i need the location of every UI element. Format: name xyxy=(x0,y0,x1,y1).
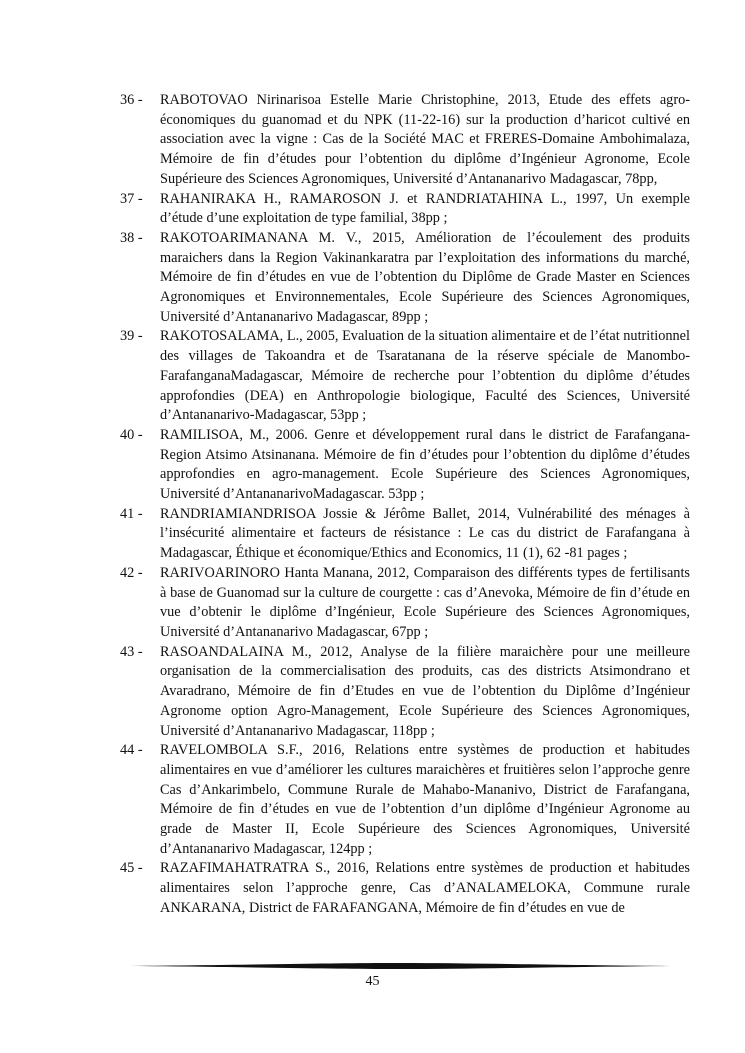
reference-text: RAKOTOSALAMA, L., 2005, Evaluation de la situation alimentaire et de l’état nutritionnel des villages de Takoandra et de Tsaratanana de la réserve spéciale de Manombo-FarafanganaMadagascar, Mémoire de recherche pour l’obtention du diplôme d’études approfondies (DEA) en Anthropologie biologique, Faculté des Sciences, Université d’Antananarivo-Madagascar, 53pp ; xyxy=(160,328,690,424)
reference-item xyxy=(120,564,690,643)
reference-number: 45 - xyxy=(120,860,143,877)
reference-number: 39 - xyxy=(120,328,143,345)
reference-item xyxy=(120,91,690,190)
reference-text: RARIVOARINORO Hanta Manana, 2012, Comparaison des différents types de fertilisants à base de Guanomad sur la culture de courgette : cas d’Anevoka, Mémoire de fin d’étude en vue d’obtenir le diplôme d’Ingénieur, Ecole Supérieure des Sciences Agronomiques, Université d’Antananarivo Madagascar, 67pp ; xyxy=(160,564,690,640)
reference-item xyxy=(120,505,690,564)
reference-number: 44 - xyxy=(120,742,143,759)
reference-text: RAKOTOARIMANANA M. V., 2015, Amélioration de l’écoulement des produits maraichers dans la Region Vakinankaratra par l’exploitation des informations du marché, Mémoire de fin d’études en vue de l’obtention du Diplôme de Grade Master en Sciences Agronomiques et Environnementales, Ecole Supérieure des Sciences Agronomiques, Université d’Antananarivo Madagascar, 89pp ; xyxy=(160,229,690,325)
reference-number: 41 - xyxy=(120,505,143,522)
reference-number: 38 - xyxy=(120,229,143,246)
reference-item xyxy=(120,426,690,505)
reference-text: RABOTOVAO Nirinarisoa Estelle Marie Christophine, 2013, Etude des effets agro-économiques du guanomad et du NPK (11-22-16) sur la production d’haricot cultivé en association avec la vigne : Cas de la Société MAC et FRERES-Domaine Ambohimalaza, Mémoire de fin d’études pour l’obtention du diplôme d’Ingénieur Agronome, Ecole Supérieure des Sciences Agronomiques, Université d’Antananarivo Madagascar, 78pp, xyxy=(160,92,690,187)
reference-text: RAVELOMBOLA S.F., 2016, Relations entre systèmes de production et habitudes alimentaires en vue d’améliorer les cultures maraichères et fruitières selon l’approche genre Cas d’Ankarimbelo, Commune Rurale de Mahabo-Mananivo, District de Farafangana, Mémoire de fin d’études en vue de l’obtention d’un diplôme d’Ingénieur Agronome au grade de Master II, Ecole Supérieure des Sciences Agronomiques, Université d’Antananarivo Madagascar, 124pp ; xyxy=(160,742,690,857)
reference-text: RAHANIRAKA H., RAMAROSON J. et RANDRIATAHINA L., 1997, Un exemple d’étude d’une exploitation de type familial, 38pp ; xyxy=(160,190,690,227)
reference-text: RASOANDALAINA M., 2012, Analyse de la filière maraichère pour une meilleure organisation de la commercialisation des produits, cas des districts Atsimondrano et Avaradrano, Mémoire de fin d’Etudes en vue de l’obtention du Diplôme d’Ingénieur Agronome option Agro-Management, Ecole Supérieure des Sciences Agronomiques, Université d’Antananarivo Madagascar, 118pp ; xyxy=(160,643,690,739)
reference-text: RAMILISOA, M., 2006. Genre et développement rural dans le district de Farafangana-Region Atsimo Atsinanana. Mémoire de fin d’études pour l’obtention du diplôme d’études approfondies en agro-management. Ecole Supérieure des Sciences Agronomiques, Université d’AntananarivoMadagascar. 53pp ; xyxy=(160,426,690,503)
reference-text: RANDRIAMIANDRISOA Jossie & Jérôme Ballet, 2014, Vulnérabilité des ménages à l’insécurité alimentaire et facteurs de résistance : Le cas du district de Farafangana à Madagascar, Éthique et économique/Ethics and Economics, 11 (1), 62 -81 pages ; xyxy=(160,505,690,562)
reference-list xyxy=(120,91,690,919)
reference-item xyxy=(120,190,690,229)
reference-item xyxy=(120,327,690,426)
footer-divider xyxy=(130,963,670,969)
reference-item xyxy=(120,229,690,328)
reference-number: 42 - xyxy=(120,564,143,581)
reference-item xyxy=(120,859,690,918)
reference-text: RAZAFIMAHATRATRA S., 2016, Relations entre systèmes de production et habitudes alimentaires selon l’approche genre, Cas d’ANALAMELOKA, Commune rurale ANKARANA, District de FARAFANGANA, Mémoire de fin d’études en vue de xyxy=(160,860,690,916)
reference-number: 37 - xyxy=(120,190,143,207)
reference-number: 40 - xyxy=(120,426,143,443)
reference-item xyxy=(120,643,690,742)
reference-item xyxy=(120,741,690,859)
reference-number: 43 - xyxy=(120,643,143,660)
page-number: 45 xyxy=(365,974,380,989)
reference-number: 36 - xyxy=(120,92,143,108)
